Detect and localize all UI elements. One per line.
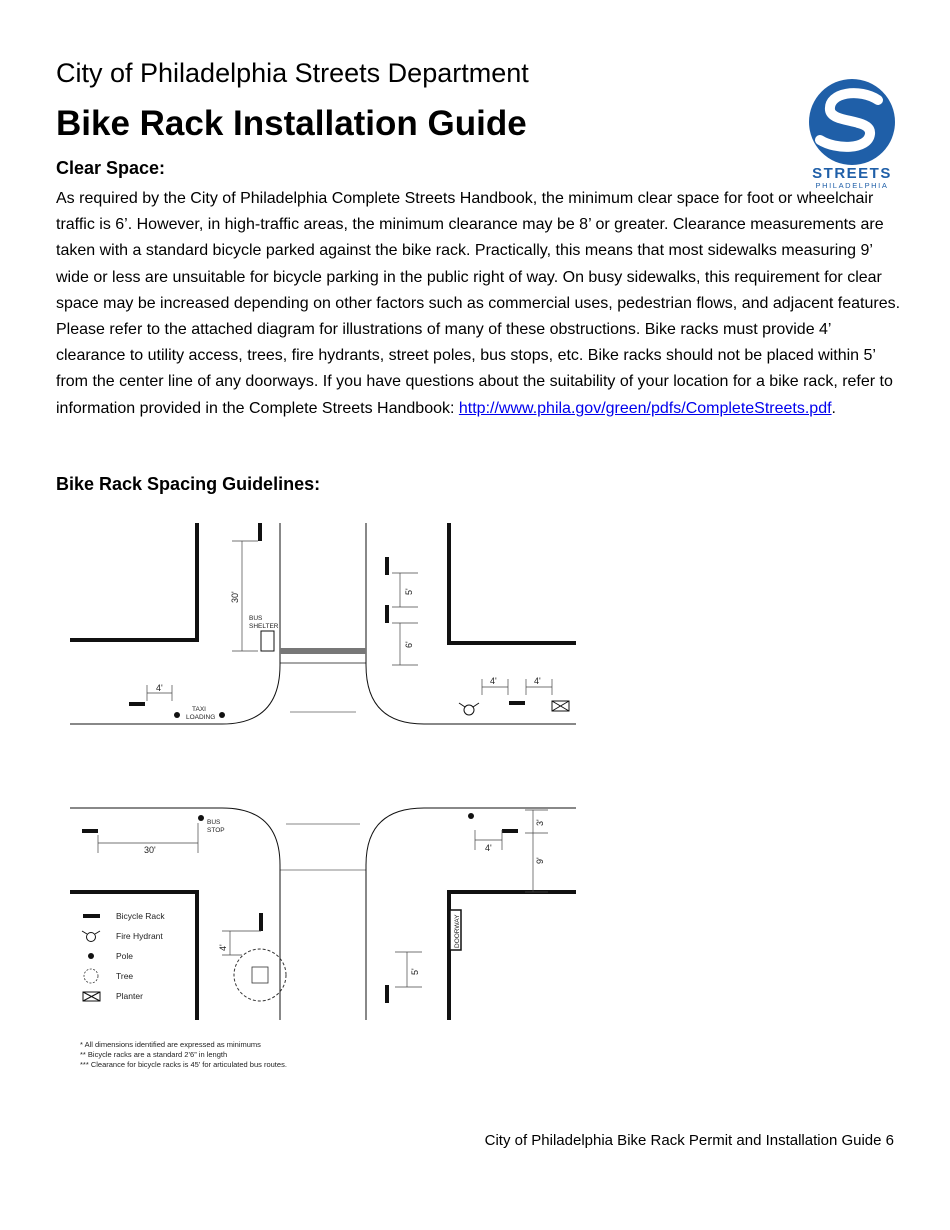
dim-5-rack: 5': [404, 588, 414, 595]
bike-rack: [82, 829, 98, 833]
legend: [82, 911, 165, 1001]
legend-planter: Planter: [116, 991, 143, 1001]
complete-streets-link[interactable]: http://www.phila.gov/green/pdfs/CompleteStreets.pdf: [458, 399, 832, 417]
department-title: City of Philadelphia Streets Department: [56, 58, 529, 88]
pole-icon: [219, 712, 225, 718]
pole-icon: [88, 953, 94, 959]
pole-icon: [468, 813, 474, 819]
dim-3: 3': [535, 819, 545, 826]
dim-5-door: 5': [410, 968, 420, 975]
legend-bicycle-rack: Bicycle Rack: [116, 911, 165, 921]
bus-stop-label: BUS: [207, 819, 221, 826]
bike-rack: [385, 557, 389, 575]
note-line: *** Clearance for bicycle racks is 45’ for articulated bus routes.: [80, 1060, 287, 1069]
fire-hydrant-icon: [464, 705, 474, 715]
legend-tree: Tree: [116, 971, 134, 981]
taxi-label: LOADING: [186, 714, 216, 721]
taxi-label: TAXI: [192, 706, 206, 713]
legend-pole: Pole: [116, 951, 134, 961]
pole-icon: [174, 712, 180, 718]
bike-rack: [385, 985, 389, 1003]
building-bottom-right: [449, 892, 576, 1020]
dim-9: 9': [535, 857, 545, 864]
page-footer: City of Philadelphia Bike Rack Permit and Installation Guide 6: [484, 1132, 894, 1149]
tree-icon: [84, 969, 98, 983]
dim-30-shelter: 30': [230, 591, 240, 603]
page-title: Bike Rack Installation Guide: [56, 104, 527, 143]
note-line: ** Bicycle racks are a standard 2’6” in length: [80, 1050, 228, 1059]
dim-6-rack: 6': [404, 641, 414, 648]
curb-bottom-left: [70, 808, 280, 1020]
pole-icon: [198, 815, 204, 821]
dim-4-hydrant: 4': [490, 676, 497, 686]
bus-shelter-label: BUS: [249, 615, 263, 622]
logo-sub-text: PHILADELPHIA: [815, 181, 889, 190]
bus-stop-label: STOP: [207, 827, 225, 834]
clear-space-paragraph: [56, 186, 901, 422]
paragraph-trailing: .: [831, 399, 836, 417]
bus-shelter-label: SHELTER: [249, 623, 279, 630]
fire-hydrant-icon: [82, 931, 100, 942]
dim-30-bus: 30': [144, 845, 156, 855]
dim-4-taxi: 4': [156, 683, 163, 693]
dim-4-tree: 4': [218, 944, 228, 951]
tree-icon: [234, 949, 286, 1001]
dim-4-pole: 4': [485, 843, 492, 853]
note-line: * All dimensions identified are expressed as minimums: [80, 1040, 261, 1049]
clear-space-heading: Clear Space:: [56, 158, 166, 178]
planter-icon: [83, 992, 100, 1001]
bike-rack: [502, 829, 518, 833]
bike-rack: [258, 523, 262, 541]
legend-fire-hydrant: Fire Hydrant: [116, 931, 163, 941]
spacing-diagram: [62, 515, 582, 1080]
bike-rack: [385, 605, 389, 623]
bike-rack: [129, 702, 145, 706]
doorway-label: DOORWAY: [454, 914, 461, 948]
clear-space-text: As required by the City of Philadelphia Complete Streets Handbook, the minimum clear space for foot or wheelchair traffic is 6’. However, in high-traffic areas, the minimum clearance may be 8’ or greater. Clearance measurements are taken with a standard bicycle parked against the bike rack. Practically, this means that most sidewalks measuring 9’ wide or less are unsuitable for bicycle parking in the public right of way. On busy sidewalks, this requirement for clear space may be increased depending on other factors such as commercial uses, pedestrian flows, and adjacent features. Please refer to the attached diagram for illustrations of many of these obstructions. Bike racks must provide 4’ clearance to utility access, trees, fire hydrants, street poles, bus stops, etc. Bike racks should not be placed within 5’ from the center line of any doorways. If you have questions about the suitability of your location for a bike rack, refer to information provided in the Complete Streets Handbook:: [56, 190, 901, 417]
streets-logo: [800, 78, 904, 190]
building-top-left: [70, 523, 197, 640]
bicycle-rack-icon: [83, 914, 100, 918]
bus-shelter: [261, 631, 274, 651]
tree-pit: [252, 967, 268, 983]
bike-rack: [259, 913, 263, 931]
curb-top-right: [366, 523, 576, 724]
building-top-right: [449, 523, 576, 643]
curb-bottom-right: [366, 808, 576, 1020]
logo-brand-text: STREETS: [812, 165, 892, 182]
bike-rack: [509, 701, 525, 705]
dim-4-planter: 4': [534, 676, 541, 686]
spacing-guidelines-heading: Bike Rack Spacing Guidelines:: [56, 474, 321, 494]
